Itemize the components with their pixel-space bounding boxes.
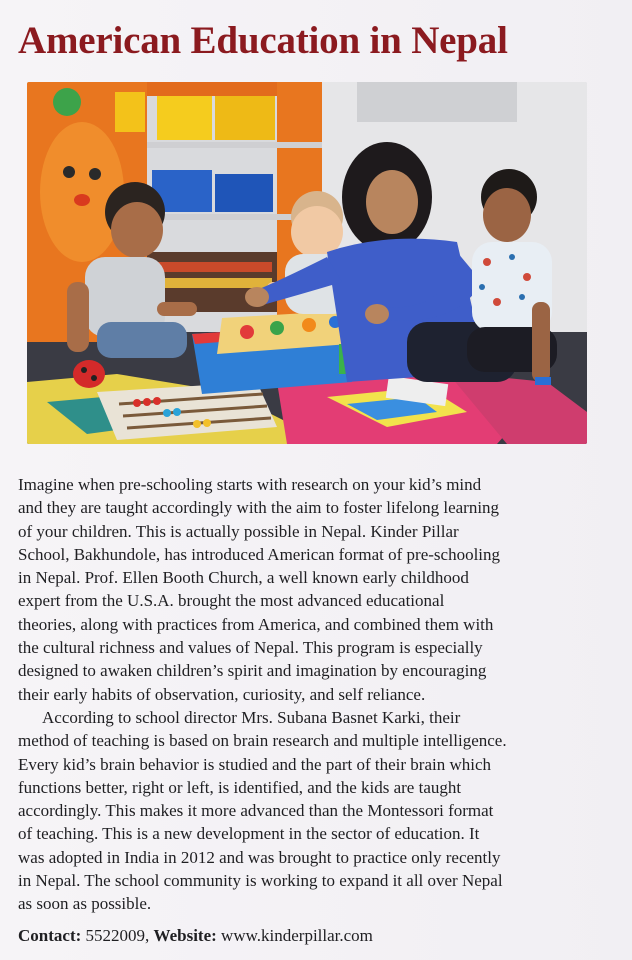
text-line: of teaching. This is a new development in the sector of education. It [18, 824, 480, 844]
text-line: theories, along with practices from America, and combined them with [18, 614, 494, 634]
contact-line [18, 925, 618, 947]
text-line: functions better, right or left, is identified, and the kids are taught [18, 777, 462, 797]
text-line: in Nepal. Prof. Ellen Booth Church, a well known early childhood [18, 568, 469, 588]
text-line: the cultural richness and values of Nepal. This program is especially [18, 638, 483, 658]
contact-label: Contact: [18, 926, 82, 945]
text-line: was adopted in India in 2012 and was brought to practice only recently [18, 847, 501, 867]
text-line: in Nepal. The school community is working to expand it all over Nepal [18, 871, 503, 891]
article-title: American Education in Nepal [18, 19, 508, 62]
text-line: expert from the U.S.A. brought the most advanced educational [18, 591, 445, 611]
article-body [18, 473, 618, 916]
text-line: accordingly. This makes it more advanced than the Montessori format [18, 801, 494, 821]
text-line: as soon as possible. [18, 894, 152, 914]
website-label: Website: [153, 926, 217, 945]
paragraph-1 [18, 473, 618, 706]
text-line: According to school director Mrs. Subana Basnet Karki, their [42, 707, 461, 727]
text-line: Every kid’s brain behavior is studied and the part of their brain which [18, 754, 492, 774]
text-line: of your children. This is actually possible in Nepal. Kinder Pillar [18, 521, 459, 541]
article-photo [27, 82, 587, 444]
website-link[interactable]: www.kinderpillar.com [221, 926, 373, 945]
classroom-illustration [27, 82, 587, 444]
text-line: School, Bakhundole, has introduced American format of pre-schooling [18, 544, 501, 564]
text-line: Imagine when pre-schooling starts with research on your kid’s mind [18, 475, 482, 494]
contact-phone: 5522009, [85, 926, 150, 945]
text-line: method of teaching is based on brain research and multiple intelligence. [18, 731, 507, 751]
text-line: designed to awaken children’s spirit and imagination by encouraging [18, 661, 487, 681]
text-line: and they are taught accordingly with the aim to foster lifelong learning [18, 498, 500, 518]
paragraph-2 [18, 706, 618, 916]
text-line: their early habits of observation, curiosity, and self reliance. [18, 684, 426, 704]
